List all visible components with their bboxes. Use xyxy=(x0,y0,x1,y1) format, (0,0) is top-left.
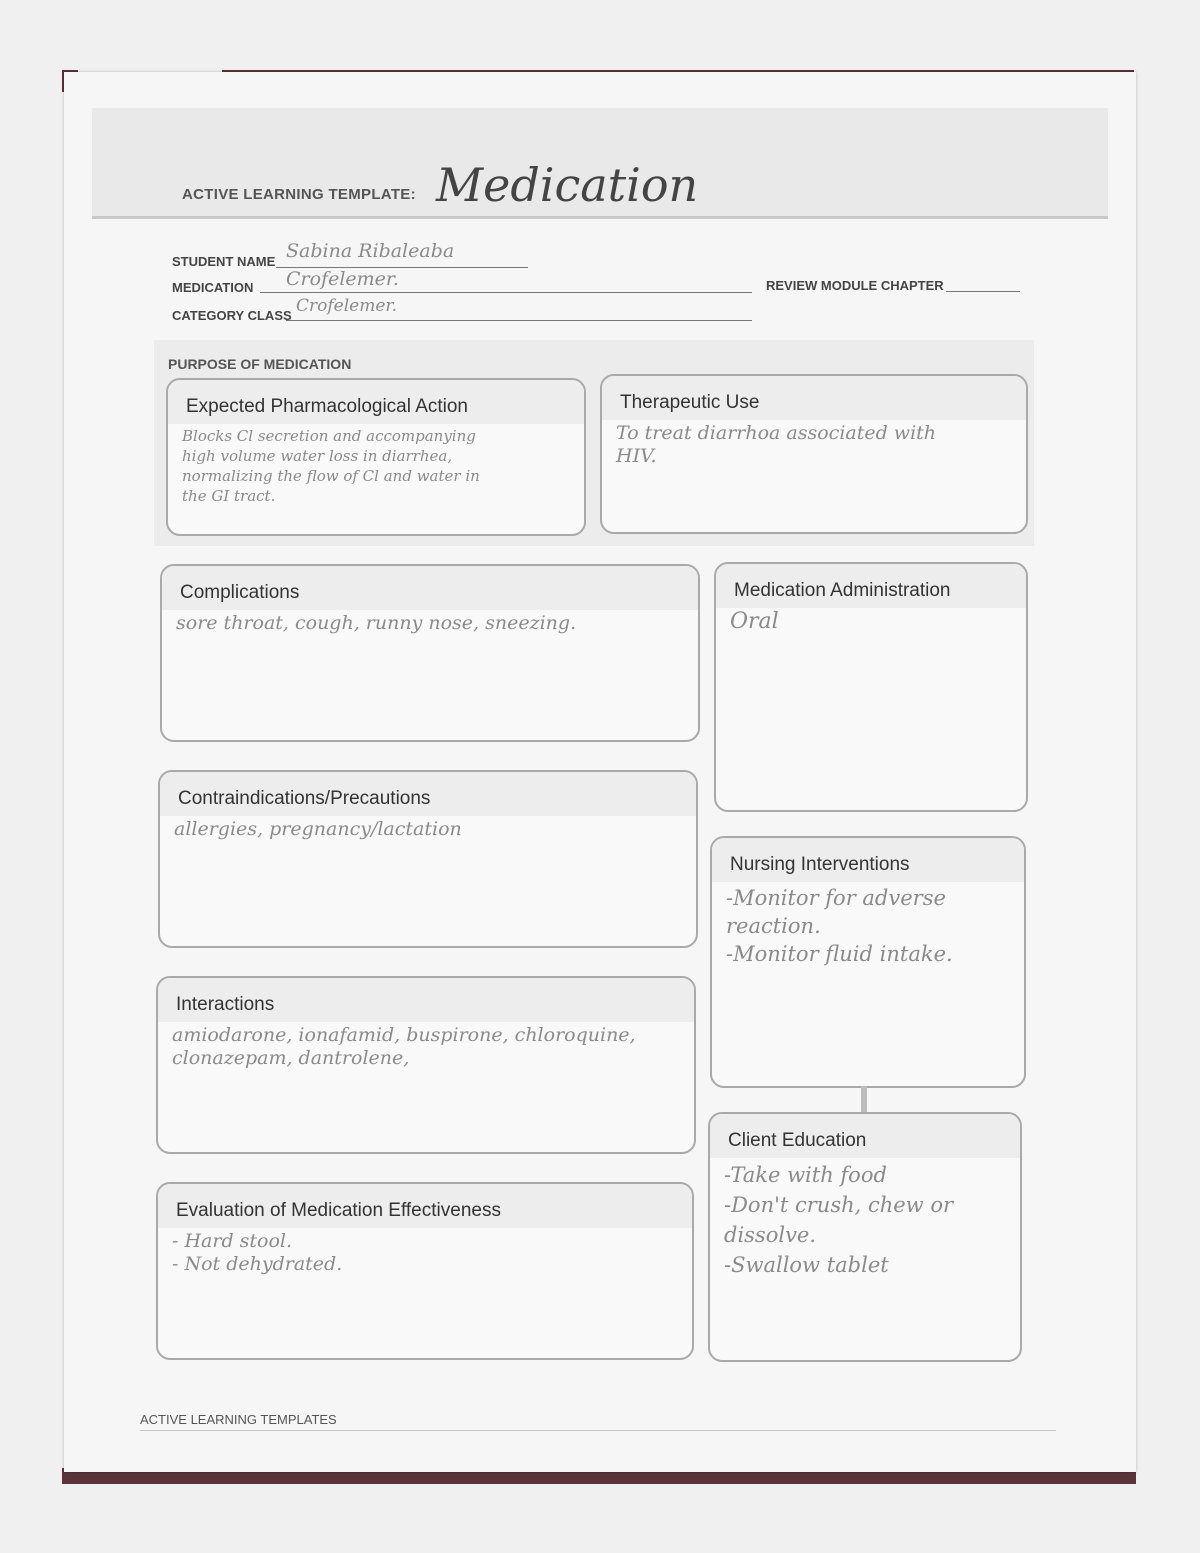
administration-title: Medication Administration xyxy=(716,564,1026,608)
interactions-title: Interactions xyxy=(158,978,694,1022)
nursing-interventions-box xyxy=(710,836,1026,1088)
nursing-interventions-content: -Monitor for adverse reaction. -Monitor fluid intake. xyxy=(726,886,953,966)
student-name-label: STUDENT NAME xyxy=(172,254,276,269)
footer-label: ACTIVE LEARNING TEMPLATES xyxy=(140,1412,337,1427)
category-class-label: CATEGORY CLASS xyxy=(172,308,292,323)
nursing-education-connector xyxy=(861,1086,867,1112)
contraindications-precautions-box xyxy=(158,770,698,948)
template-label: ACTIVE LEARNING TEMPLATE: xyxy=(182,186,416,203)
medication-administration-box xyxy=(714,562,1028,812)
medication-label: MEDICATION xyxy=(172,280,254,295)
nursing-interventions-title: Nursing Interventions xyxy=(712,838,1024,882)
student-name-value: Sabina Ribaleaba xyxy=(286,240,455,262)
complications-title: Complications xyxy=(162,566,698,610)
footer-line xyxy=(140,1430,1056,1431)
client-education-box xyxy=(708,1112,1022,1362)
medication-value: Crofelemer. xyxy=(286,268,399,290)
review-module-chapter-line xyxy=(946,269,1020,292)
interactions-box xyxy=(156,976,696,1154)
client-education-content: -Take with food -Don't crush, chew or dissolve. -Swallow tablet xyxy=(724,1163,954,1277)
contraindications-title: Contraindications/Precautions xyxy=(160,772,696,816)
category-class-value: Crofelemer. xyxy=(296,296,398,316)
evaluation-title: Evaluation of Medication Effectiveness xyxy=(158,1184,692,1228)
template-title: Medication xyxy=(436,158,699,212)
complications-box xyxy=(160,564,700,742)
therapeutic-use-content: To treat diarrhoa associated with HIV. xyxy=(616,422,937,467)
purpose-of-medication-label: PURPOSE OF MEDICATION xyxy=(168,356,352,372)
administration-content: Oral xyxy=(730,609,779,634)
worksheet-page xyxy=(64,72,1136,1472)
expected-pharmacological-action-box xyxy=(166,378,586,536)
expected-action-content: Blocks Cl secretion and accompanying high volume water loss in diarrhea, normalizing the flow of Cl and water in the GI tract. xyxy=(182,427,480,505)
evaluation-content: - Hard stool. - Not dehydrated. xyxy=(172,1230,343,1275)
interactions-content: amiodarone, ionafamid, buspirone, chloroquine, clonazepam, dantrolene, xyxy=(172,1024,636,1069)
evaluation-of-effectiveness-box xyxy=(156,1182,694,1360)
therapeutic-use-title: Therapeutic Use xyxy=(602,376,1026,420)
contraindications-content: allergies, pregnancy/lactation xyxy=(174,818,462,840)
expected-action-title: Expected Pharmacological Action xyxy=(168,380,584,424)
review-module-chapter-label: REVIEW MODULE CHAPTER xyxy=(766,278,944,293)
complications-content: sore throat, cough, runny nose, sneezing. xyxy=(176,612,577,634)
therapeutic-use-box xyxy=(600,374,1028,534)
client-education-title: Client Education xyxy=(710,1114,1020,1158)
